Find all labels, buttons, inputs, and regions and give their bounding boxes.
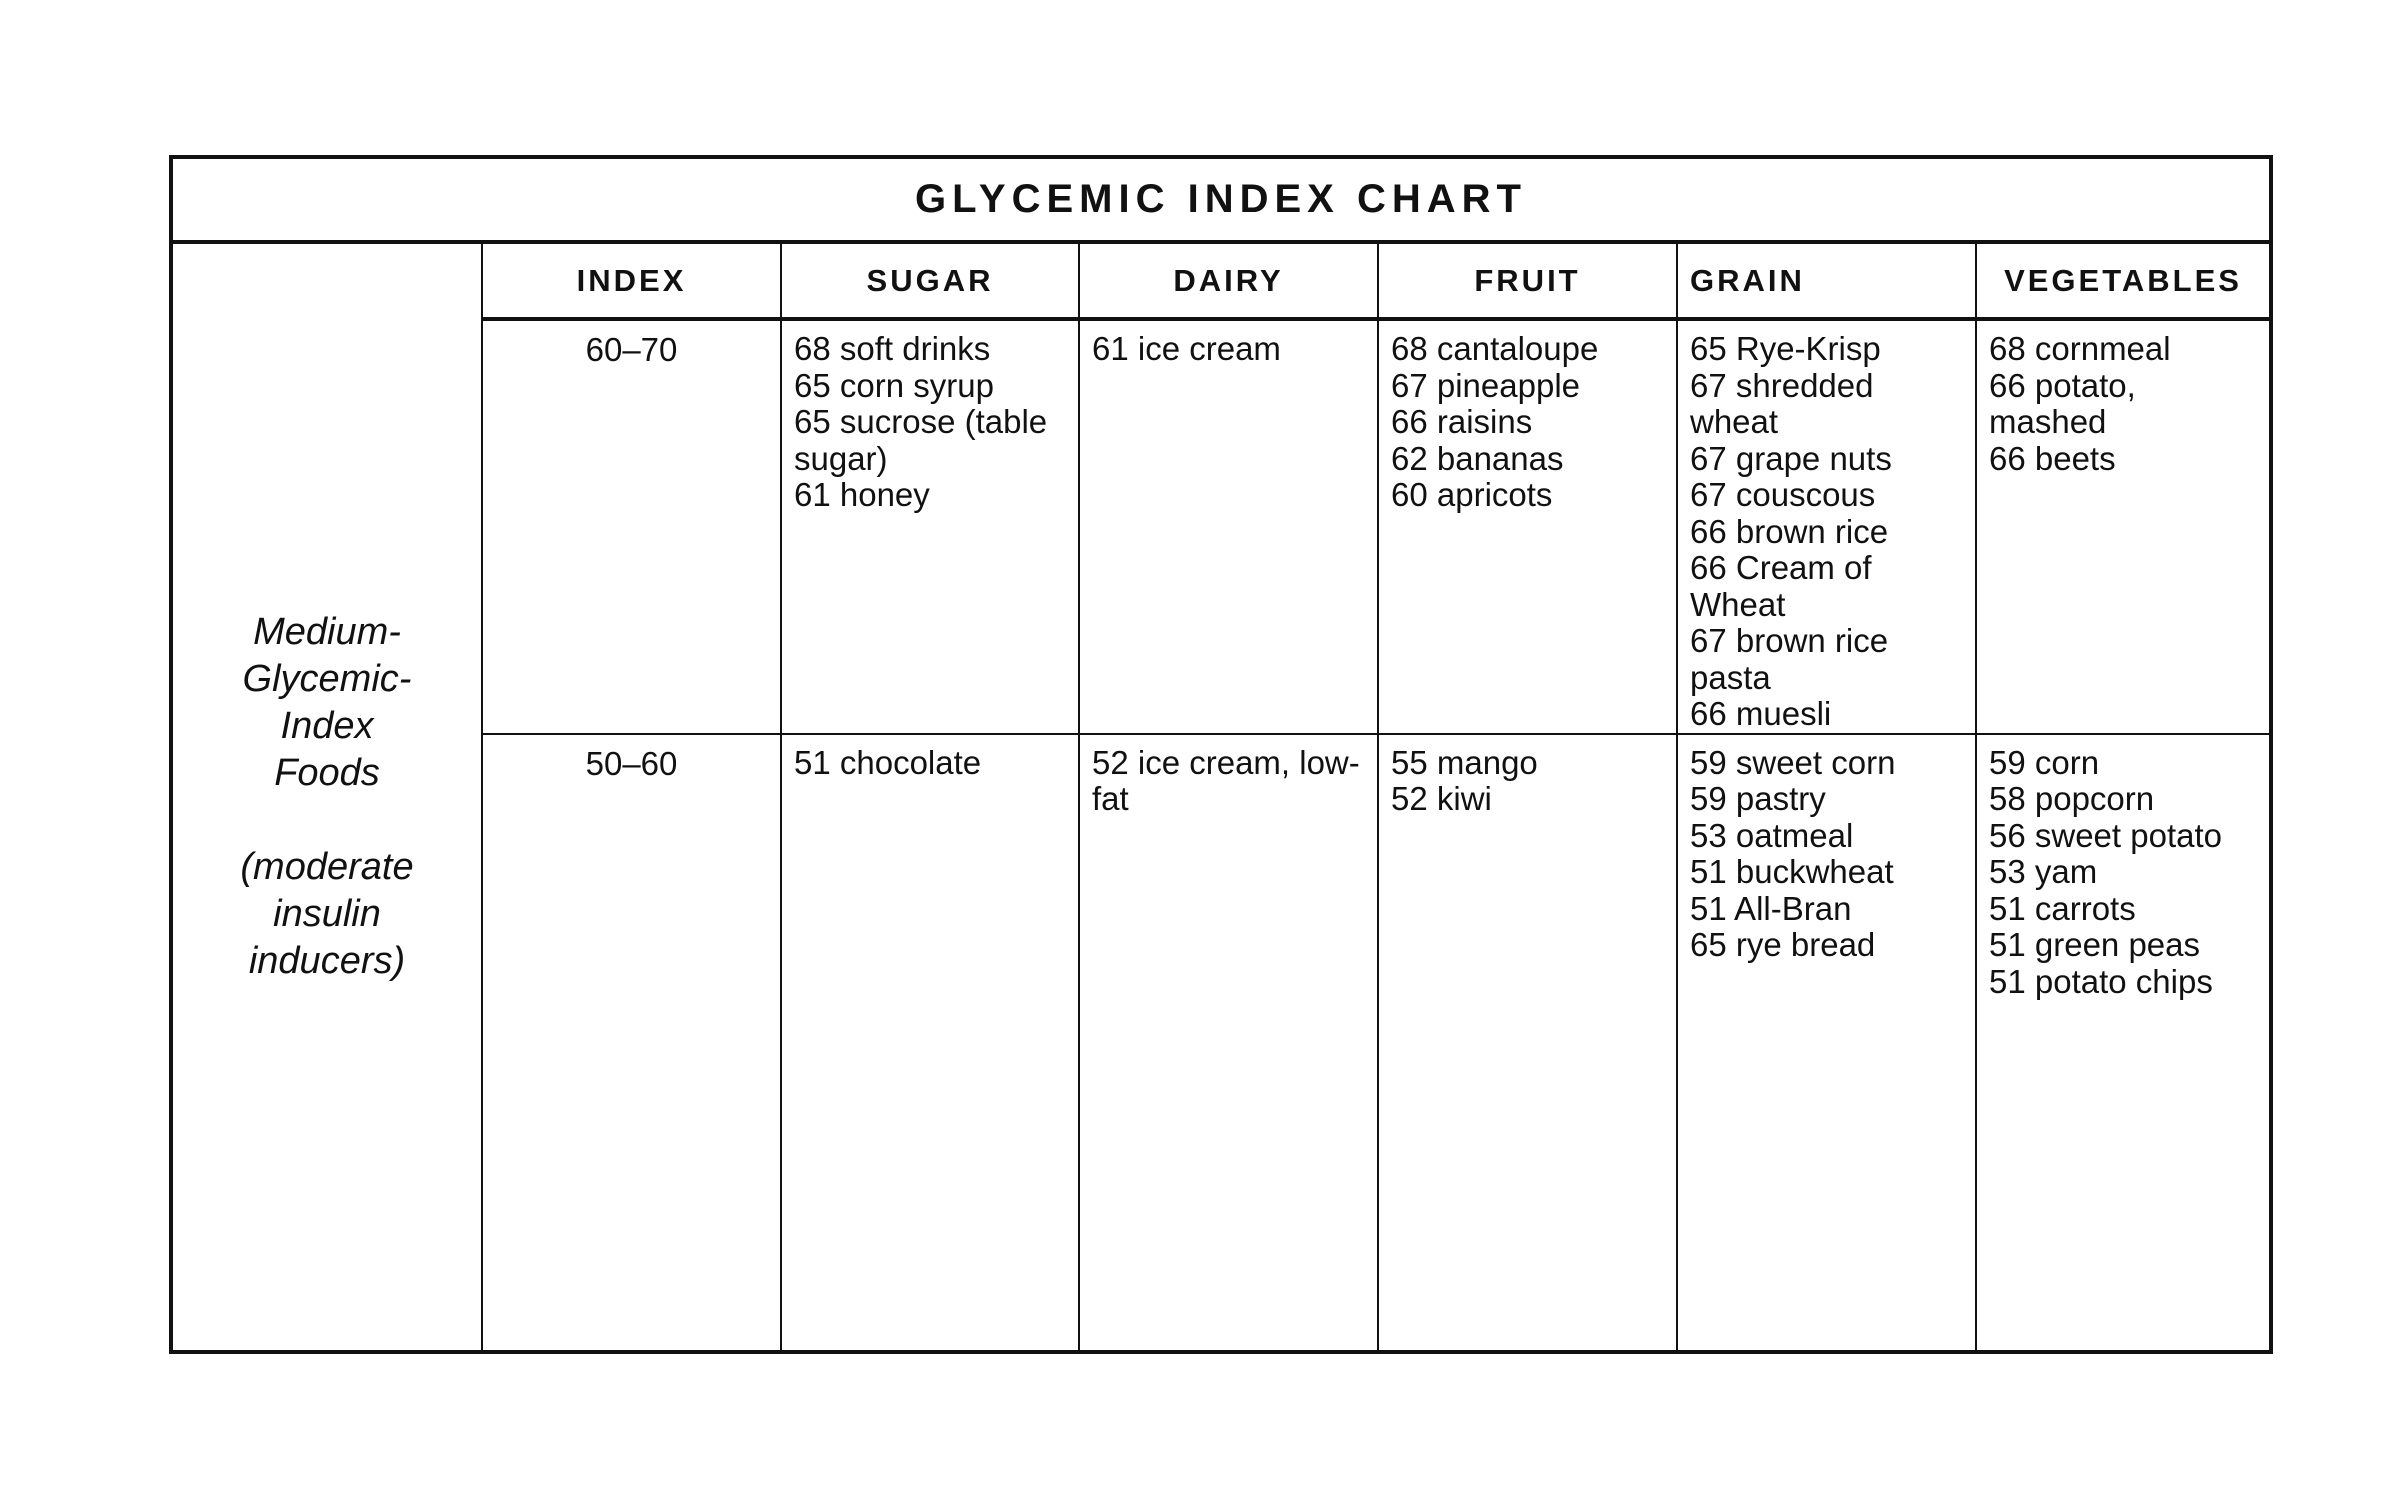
category-label — [173, 244, 482, 1350]
food-item: 51 buckwheat — [1690, 853, 1894, 890]
food-item: 55 mango — [1391, 743, 1538, 781]
food-item: 66 Cream of Wheat — [1690, 549, 1872, 623]
food-item: 66 beets — [1989, 439, 2116, 477]
dairy-cell — [1079, 734, 1378, 1351]
food-item: 65 corn syrup — [794, 366, 994, 404]
category-text: Index — [280, 705, 374, 747]
category-note: insulin — [273, 893, 381, 935]
food-item: 58 popcorn — [1989, 780, 2155, 817]
food-item: 67 pineapple — [1391, 366, 1581, 404]
category-note: (moderate — [240, 846, 414, 888]
header-sugar: SUGAR — [781, 244, 1079, 319]
vegetables-cell — [1976, 734, 2269, 1351]
category-text: Glycemic- — [242, 658, 412, 700]
food-item: 53 yam — [1989, 853, 2098, 890]
food-item: 59 sweet corn — [1690, 743, 1896, 781]
grain-cell — [1677, 319, 1976, 734]
food-item: 51 All-Bran — [1690, 889, 1852, 927]
food-item: 66 muesli — [1690, 695, 1832, 732]
glycemic-table — [173, 244, 2269, 1350]
food-item: 66 brown rice — [1690, 512, 1889, 550]
food-item: 66 potato, mashed — [1989, 366, 2136, 440]
dairy-cell — [1079, 319, 1378, 734]
header-grain: GRAIN — [1677, 244, 1976, 319]
food-item: 66 raisins — [1391, 403, 1533, 440]
food-item: 62 bananas — [1391, 439, 1564, 477]
header-dairy: DAIRY — [1079, 244, 1378, 319]
food-item: 52 kiwi — [1391, 780, 1492, 817]
index-range: 50–60 — [482, 734, 781, 1351]
food-item: 56 sweet potato — [1989, 816, 2222, 854]
food-item: 51 carrots — [1989, 889, 2136, 927]
food-item: 65 sucrose (table sugar) — [794, 403, 1048, 477]
food-item: 61 ice cream — [1092, 330, 1281, 367]
food-item: 59 pastry — [1690, 780, 1826, 817]
category-text: Foods — [274, 752, 380, 794]
food-item: 61 honey — [794, 476, 930, 513]
food-item: 68 cornmeal — [1989, 330, 2171, 367]
food-item: 65 rye bread — [1690, 926, 1876, 963]
food-item: 67 brown rice pasta — [1690, 622, 1889, 696]
food-item: 68 cantaloupe — [1391, 330, 1599, 367]
food-item: 51 potato chips — [1989, 962, 2213, 1000]
food-item: 67 grape nuts — [1690, 439, 1892, 477]
vegetables-cell — [1976, 319, 2269, 734]
food-item: 67 shredded wheat — [1690, 366, 1874, 440]
food-item: 65 Rye-Krisp — [1690, 330, 1881, 367]
food-item: 60 apricots — [1391, 476, 1553, 513]
fruit-cell — [1378, 319, 1677, 734]
category-note: inducers) — [248, 940, 406, 982]
header-fruit: FRUIT — [1378, 244, 1677, 319]
food-item: 68 soft drinks — [794, 330, 991, 367]
sugar-cell — [781, 734, 1079, 1351]
index-range: 60–70 — [482, 319, 781, 734]
food-item: 51 chocolate — [794, 743, 982, 781]
food-item: 59 corn — [1989, 743, 2100, 781]
sugar-cell — [781, 319, 1079, 734]
glycemic-index-chart — [169, 155, 2273, 1354]
table-row — [173, 734, 2269, 1351]
header-index: INDEX — [482, 244, 781, 319]
fruit-cell — [1378, 734, 1677, 1351]
food-item: 52 ice cream, low-fat — [1092, 743, 1360, 817]
category-text: Medium- — [253, 611, 401, 653]
food-item: 67 couscous — [1690, 476, 1876, 513]
food-item: 51 green peas — [1989, 926, 2201, 963]
table-row — [173, 319, 2269, 734]
chart-title: GLYCEMIC INDEX CHART — [173, 159, 2269, 244]
header-row — [173, 244, 2269, 319]
food-item: 53 oatmeal — [1690, 816, 1854, 854]
grain-cell — [1677, 734, 1976, 1351]
header-vegetables: VEGETABLES — [1976, 244, 2269, 319]
